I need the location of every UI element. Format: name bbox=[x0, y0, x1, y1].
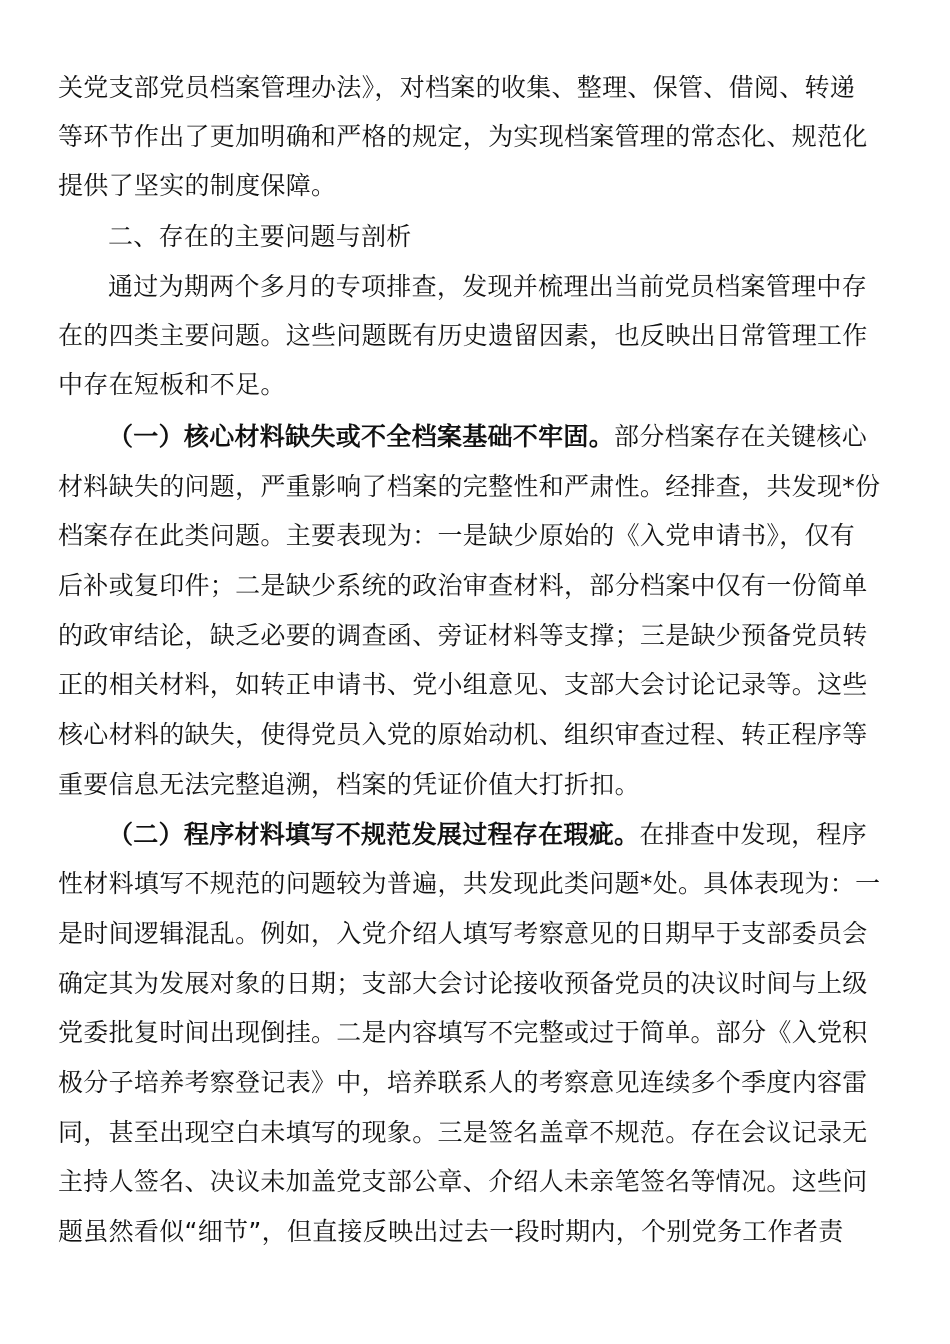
section-heading: 二、存在的主要问题与剖析 bbox=[108, 222, 412, 251]
body-line: 通过为期两个多月的专项排查，发现并梳理出当前党员档案管理中存 bbox=[108, 272, 868, 301]
body-line: 中存在短板和不足。 bbox=[58, 370, 286, 399]
body-line: 核心材料的缺失，使得党员入党的原始动机、组织审查过程、转正程序等 bbox=[58, 720, 868, 749]
body-line: 的政审结论，缺乏必要的调查函、旁证材料等支撑；三是缺少预备党员转 bbox=[58, 621, 868, 650]
subsection-heading: （二）程序材料填写不规范发展过程存在瑕疵。 bbox=[108, 820, 640, 849]
body-line: 确定其为发展对象的日期；支部大会讨论接收预备党员的决议时间与上级 bbox=[58, 969, 868, 998]
body-line: 关党支部党员档案管理办法》，对档案的收集、整理、保管、借阅、转递 bbox=[58, 73, 856, 102]
body-line: 等环节作出了更加明确和严格的规定，为实现档案管理的常态化、规范化 bbox=[58, 122, 868, 151]
body-line: 档案存在此类问题。主要表现为：一是缺少原始的《入党申请书》，仅有 bbox=[58, 521, 856, 550]
body-line: 党委批复时间出现倒挂。二是内容填写不完整或过于简单。部分《入党积 bbox=[58, 1018, 868, 1047]
body-line: 是时间逻辑混乱。例如，入党介绍人填写考察意见的日期早于支部委员会 bbox=[58, 919, 868, 948]
subsection-line bbox=[108, 415, 867, 459]
body-line: 重要信息无法完整追溯，档案的凭证价值大打折扣。 bbox=[58, 770, 640, 799]
subsection-heading: （一）核心材料缺失或不全档案基础不牢固。 bbox=[108, 422, 615, 451]
body-line: 同，甚至出现空白未填写的现象。三是签名盖章不规范。存在会议记录无 bbox=[58, 1118, 868, 1147]
body-line: 后补或复印件；二是缺少系统的政治审查材料，部分档案中仅有一份简单 bbox=[58, 571, 868, 600]
subsection-line bbox=[108, 813, 867, 857]
body-text: 在排查中发现，程序 bbox=[639, 820, 868, 849]
body-line: 提供了坚实的制度保障。 bbox=[58, 171, 337, 200]
body-line: 主持人签名、决议未加盖党支部公章、介绍人未亲笔签名等情况。这些问 bbox=[58, 1167, 868, 1196]
body-line: 题虽然看似“细节”，但直接反映出过去一段时期内，个别党务工作者责 bbox=[58, 1217, 844, 1246]
body-line: 在的四类主要问题。这些问题既有历史遗留因素，也反映出日常管理工作 bbox=[58, 321, 868, 350]
body-line: 材料缺失的问题，严重影响了档案的完整性和严肃性。经排查，共发现*份 bbox=[58, 472, 881, 501]
body-text: 部分档案存在关键核心 bbox=[614, 422, 868, 451]
body-line: 正的相关材料，如转正申请书、党小组意见、支部大会讨论记录等。这些 bbox=[58, 670, 868, 699]
body-line: 性材料填写不规范的问题较为普遍，共发现此类问题*处。具体表现为：一 bbox=[58, 869, 881, 898]
body-line: 极分子培养考察登记表》中，培养联系人的考察意见连续多个季度内容雷 bbox=[58, 1068, 868, 1097]
